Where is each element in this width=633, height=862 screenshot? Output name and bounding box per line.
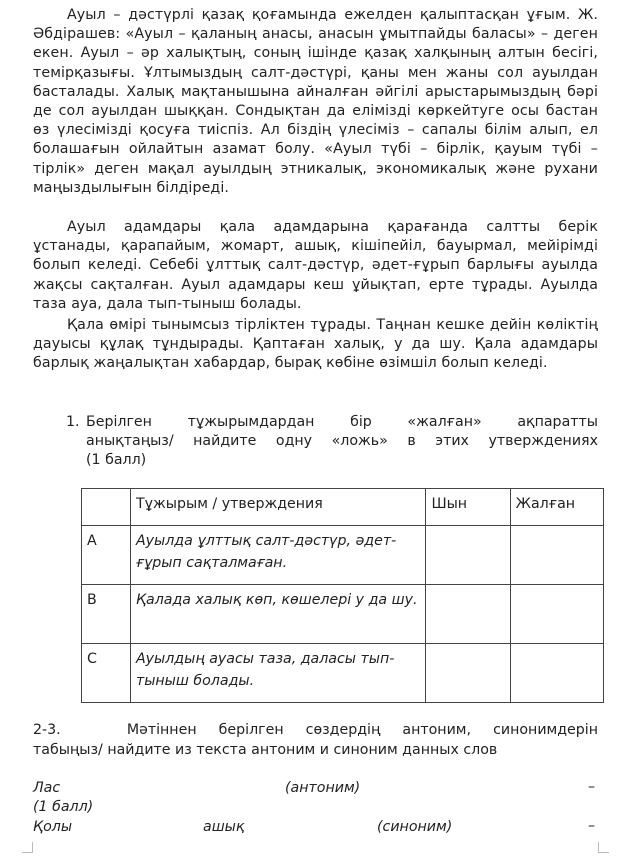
true-answer-cell[interactable] [426,644,510,703]
answer-dash-2: – [588,818,596,834]
false-answer-cell[interactable] [510,585,603,644]
table-row [82,526,604,585]
question-1-line-1: Берілген тұжырымдардан бір «жалған» ақпаратты [86,414,598,430]
false-answer-cell[interactable] [510,644,603,703]
table-header-statement: Тұжырым / утверждения [130,489,426,526]
answer-score: (1 балл) [33,799,94,815]
paragraph-2: Ауыл адамдары қала адамдарына қарағанда салтты берік ұстанады, қарапайым, жомарт, ашық, кішіпейіл, бауырмал, мейірімді болып келеді. Себебі ұлттық салт-дәстүр, әдет-ғұрып барлығы ауылда жақсы сақталған. Ауыл адамдары кеш ұйықтап, ерте тұрады. Ауылда таза ауа, дала тып-тыныш болады. [33,219,598,312]
row-statement: Ауылда ұлттық салт-дәстүр, әдет-ғұрып сақталмаған. [130,526,426,585]
page-corner-mark-left [22,842,33,853]
page-corner-mark-right [598,842,609,853]
answer-type-antonym: (антоним) [285,780,361,796]
question-1-line-2: анықтаңыз/ найдите одну «ложь» в этих утверждениях [86,433,598,450]
paragraph-3: Қала өмірі тынымсыз тірліктен тұрады. Таңнан кешке дейін көліктің дауысы құлақ тұндырады. Қаптаған халық, у да шу. Қала адамдары барлық жаңалықтан хабардар, бырақ көбіне өзімшіл болып келеді. [33,317,598,372]
question-2 [33,720,598,760]
true-answer-cell[interactable] [426,585,510,644]
question-2-line-1 [33,720,598,740]
question-1-score: (1 балл) [86,452,147,469]
answer-dash-1: – [588,779,596,795]
paragraph-1: Ауыл – дәстүрлі қазақ қоғамында ежелден қалыптасқан ұғым. Ж. Әбдірашев: «Ауыл – қаланың анасы, анасын ұмытпайды баласы» – деген екен. Ауыл – әр халықтың, соның ішінде қазақ халқының алтын бесігі, темірқазығы. Ұлтымыздың салт-дәстүрі, қаны мен жаны сол ауылдан басталады. Халық мақтанышына айналған әйгілі арыстарымыздың бәрі де сол ауылдан шыққан. Сондықтан да елімізді көркейтуге осы бастан өз үлесімізді қосуға тиіспіз. Ал біздің үлесіміз – сапалы білім алып, ел болашағын ойлайтын азамат болу. «Ауыл түбі – бірлік, қауым түбі – тірлік» деген мақал ауылдың этникалық, экономикалық және рухани маңыздылығын білдіреді. [33,7,598,196]
row-statement: Қалада халық көп, көшелері у да шу. [130,585,426,644]
true-answer-cell[interactable] [426,526,510,585]
row-letter: C [82,644,131,703]
answer-word-3: ашық [203,819,245,835]
row-letter: A [82,526,131,585]
true-false-table [81,488,604,703]
table-row [82,644,604,703]
question-1 [66,413,598,471]
table-header-false: Жалған [510,489,603,526]
false-answer-cell[interactable] [510,526,603,585]
row-letter: B [82,585,131,644]
table-header-true: Шын [426,489,510,526]
table-header-row [82,489,604,526]
answer-type-synonym: (синоним) [377,819,453,835]
row-statement: Ауылдың ауасы таза, даласы тып-тыныш болады. [130,644,426,703]
question-2-line-1-text: Мәтіннен берілген сөздердің антоним, синонимдерін [126,722,599,738]
question-2-number: 2-3. [33,722,61,738]
question-2-line-2: табыңыз/ найдите из текста антоним и синоним данных слов [33,742,498,758]
answer-word-1: Лас [33,780,61,796]
answer-word-2: Қолы [33,819,73,835]
table-row [82,585,604,644]
table-header-letter [82,489,131,526]
question-1-number: 1. [66,414,80,430]
